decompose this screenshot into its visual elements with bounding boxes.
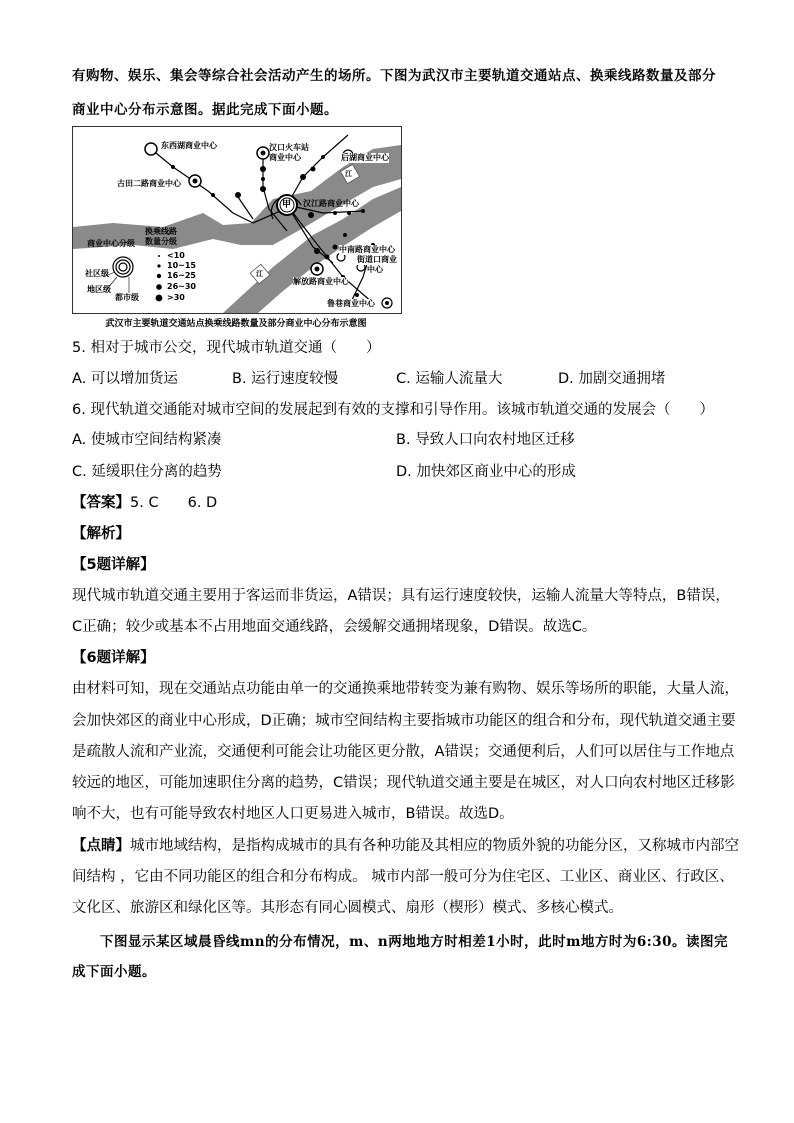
station (361, 209, 365, 213)
label-dongxihu: 东西湖商业中心 (161, 141, 217, 150)
center-hankou-inner (261, 151, 266, 156)
legend-dot-26-30 (156, 284, 162, 290)
intro-line-2: 商业中心分布示意图。据此完成下面小题。 (72, 102, 338, 118)
station (325, 255, 330, 260)
legend-district: 地区级 (87, 285, 111, 294)
legend-dot-10-15 (157, 264, 160, 267)
station (235, 192, 241, 198)
q6-option-b: B. 导致人口向农村地区迁移 (396, 432, 575, 448)
legend-dot-16-25 (157, 274, 161, 278)
center-gutian-inner (193, 179, 198, 184)
transit-line-lower-arc (238, 197, 253, 219)
legend-community: 社区级 (85, 269, 109, 278)
detail6-label: 【6题详解】 (72, 650, 155, 666)
figure-caption: 武汉市主要轨道交通站点换乘线路数量及部分商业中心分布示意图 (105, 319, 367, 329)
label-jia: 甲 (282, 200, 292, 210)
station (300, 174, 306, 180)
station (333, 245, 338, 250)
center-dongxihu (145, 143, 157, 155)
label-jiefang: 解放路商业中心 (293, 277, 349, 286)
center-jiefang-inner (315, 267, 320, 272)
legend-transfer-title-1: 换乘线路 (145, 227, 177, 236)
station (333, 211, 337, 215)
river-label-lower: 江 (256, 270, 263, 278)
label-luxiang: 鲁巷商业中心 (327, 299, 375, 308)
detail5-label: 【5题详解】 (72, 557, 155, 573)
label-houhu: 后湖商业中心 (341, 153, 389, 162)
label-hankou-1: 汉口火车站 (269, 143, 309, 152)
q6-option-d: D. 加快郊区商业中心的形成 (396, 464, 576, 480)
q5-stem: 5. 相对于城市公交，现代城市轨道交通（ ） (72, 340, 381, 356)
station (347, 211, 351, 215)
legend-gt30: >30 (167, 293, 185, 302)
next-intro-line-2: 成下面小题。 (72, 964, 156, 980)
legend-16-25: 16~25 (167, 271, 196, 280)
station (261, 177, 265, 181)
next-intro-line-1: 下图显示某区域晨昏线mn的分布情况，m、n两地地方时相差1小时，此时m地方时为6:30。读图完 (100, 934, 729, 950)
detail5-line-2: C正确；较少或基本不占用地面交通线路，会缓解交通拥堵现象，D错误。故选C。 (72, 619, 597, 635)
label-zhongnan: 中南路商业中心 (339, 245, 395, 254)
point-text-1: 城市地域结构，是指构成城市的具有各种功能及其相应的物质外貌的功能分区，又称城市内部空 (130, 838, 739, 854)
station (321, 155, 325, 159)
station (211, 193, 215, 197)
point-line-2: 间结构 ，它由不同功能区的组合和分布构成。 城市内部一般可分为住宅区、工业区、商业区、行政区、 (72, 869, 734, 885)
q6-option-c: C. 延缓职住分离的趋势 (72, 464, 222, 480)
detail6-line-5: 响不大，也有可能导致农村地区人口更易进入城市，B错误。故选D。 (72, 806, 514, 822)
station (260, 186, 266, 192)
label-jiedaokou-1: 街道口商业 (357, 255, 397, 264)
intro-line-1: 有购物、娱乐、集会等综合社会活动产生的场所。下图为武汉市主要轨道交通站点、换乘线路数量及部分 (72, 68, 716, 84)
center-luxiang-inner (385, 301, 389, 305)
legend-lt10: <10 (167, 251, 185, 260)
q5-option-a: A. 可以增加货运 (72, 371, 178, 387)
detail6-line-4: 较远的地区，可能加速职住分离的趋势，C错误；现代轨道交通主要是在城区，对人口向农村地区迁移影 (72, 775, 735, 791)
detail5-line-1: 现代城市轨道交通主要用于客运而非货运，A错误；具有运行速度较快，运输人流量大等特点，B错误， (72, 588, 730, 604)
label-gutian: 古田二路商业中心 (117, 179, 181, 188)
answer-text: 5. C 6. D (130, 495, 218, 511)
station (308, 212, 314, 218)
wuhan-transit-map (72, 126, 402, 314)
point-line-1 (72, 836, 739, 856)
station (311, 167, 316, 172)
label-jianghan: 汉江路商业中心 (303, 199, 359, 208)
legend-26-30: 26~30 (167, 282, 196, 291)
legend-10-15: 10~15 (167, 261, 196, 270)
station (314, 248, 320, 254)
station (343, 233, 347, 237)
point-label: 【点睛】 (72, 838, 130, 854)
detail6-line-1: 由材料可知，现在交通站点功能由单一的交通换乘地带转变为兼有购物、娱乐等场所的职能，大量人流， (72, 681, 739, 697)
q5-option-d: D. 加剧交通拥堵 (558, 371, 666, 387)
legend-transfer-title-2: 数量分级 (145, 237, 177, 246)
label-jiedaokou-2: 中心 (367, 265, 383, 274)
answer-line (72, 493, 217, 513)
legend-center-title: 商业中心分级 (87, 239, 135, 248)
answer-label: 【答案】 (72, 495, 130, 511)
station (355, 293, 359, 297)
legend-community-ring (119, 263, 127, 271)
q5-option-c: C. 运输人流量大 (396, 371, 503, 387)
q6-stem: 6. 现代轨道交通能对城市空间的发展起到有效的支撑和引导作用。该城市轨道交通的发展会（ ） (72, 402, 714, 418)
detail6-line-2: 会加快郊区的商业中心形成，D正确；城市空间结构主要指城市功能区的组合和分布，现代轨道交通主要 (72, 713, 736, 729)
q6-option-a: A. 使城市空间结构紧凑 (72, 432, 222, 448)
legend-dot-lt10 (158, 255, 160, 257)
point-line-3: 文化区、旅游区和绿化区等。其形态有同心圆模式、扇形（楔形）模式、多核心模式。 (72, 900, 623, 916)
q5-option-b: B. 运行速度较慢 (232, 371, 339, 387)
legend-city: 都市级 (115, 293, 139, 302)
river-label-upper: 江 (345, 170, 352, 178)
detail6-line-3: 是疏散人流和产业流，交通便利可能会让功能区更分散，A错误；交通便利后，人们可以居住与工作地点 (72, 744, 735, 760)
legend-dot-gt30 (156, 295, 163, 302)
analysis-label: 【解析】 (72, 526, 130, 542)
station (260, 166, 266, 172)
station (171, 165, 175, 169)
label-hankou-2: 商业中心 (269, 153, 301, 162)
